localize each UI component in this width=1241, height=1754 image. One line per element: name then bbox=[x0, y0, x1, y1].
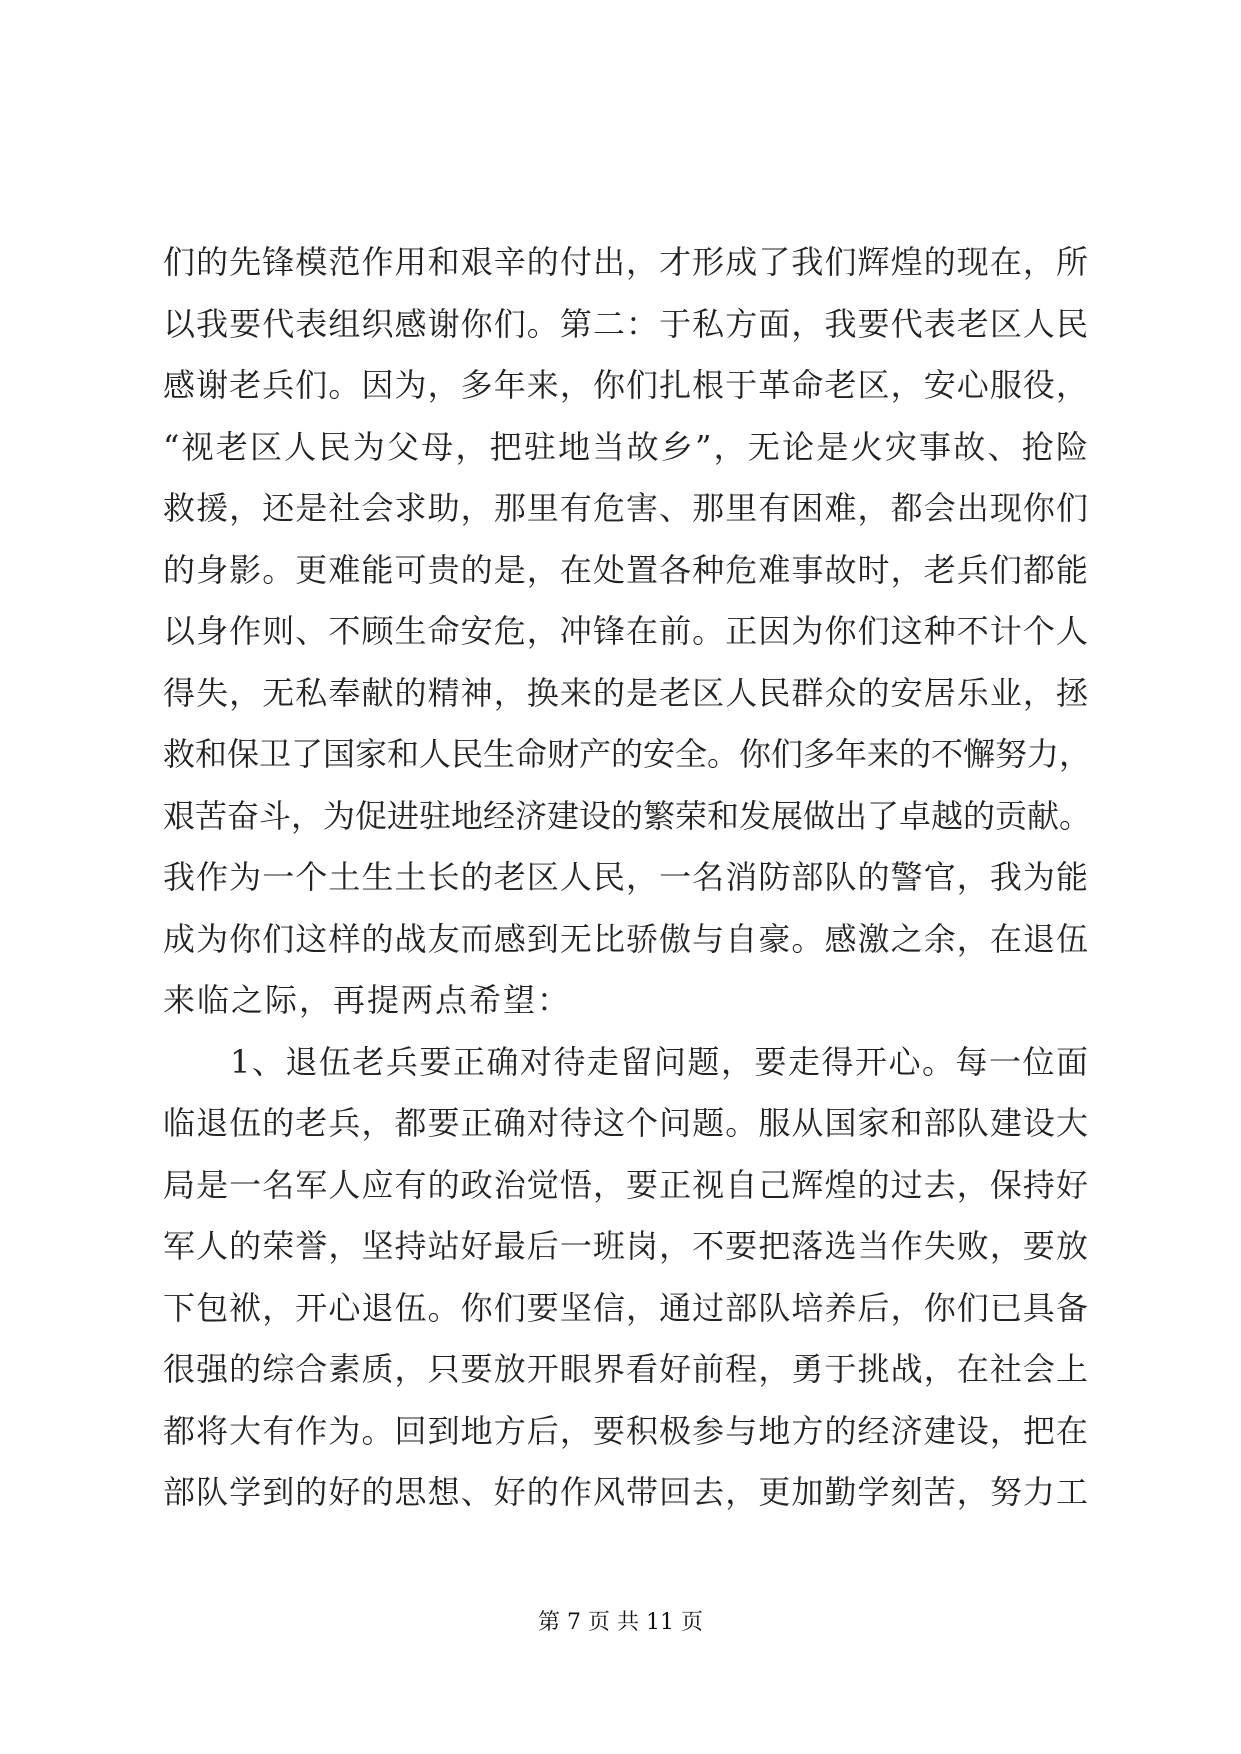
body-text bbox=[163, 232, 1092, 1524]
text-line: 救和保卫了国家和人民生命财产的安全。你们多年来的不懈努力， bbox=[163, 735, 1092, 773]
text-line: 艰苦奋斗，为促进驻地经济建设的繁荣和发展做出了卓越的贡献。 bbox=[163, 796, 1092, 835]
text-line: 都将大有作为。回到地方后，要积极参与地方的经济建设，把在 bbox=[163, 1411, 1088, 1450]
text-line: 部队学到的好的思想、好的作风带回去，更加勤学刻苦，努力工 bbox=[163, 1473, 1088, 1511]
page-number-footer: 第 7 页 共 11 页 bbox=[538, 1610, 703, 1635]
text-line: 以我要代表组织感谢你们。第二：于私方面，我要代表老区人民 bbox=[163, 304, 1088, 343]
text-line: 感谢老兵们。因为，多年来，你们扎根于革命老区，安心服役， bbox=[163, 366, 1088, 404]
paragraph-start-line: 1、退伍老兵要正确对待走留问题，要走得开心。每一位面 bbox=[163, 1042, 1088, 1081]
text-line: 成为你们这样的战友而感到无比骄傲与自豪。感激之余，在退伍 bbox=[163, 919, 1088, 958]
text-line: 们的先锋模范作用和艰辛的付出，才形成了我们辉煌的现在，所 bbox=[163, 243, 1088, 281]
text-line: 来临之际，再提两点希望： bbox=[163, 981, 572, 1019]
text-line: 下包袱，开心退伍。你们要坚信，通过部队培养后，你们已具备 bbox=[163, 1288, 1088, 1327]
text-line: 很强的综合素质，只要放开眼界看好前程，勇于挑战，在社会上 bbox=[163, 1350, 1088, 1388]
text-line: 救援，还是社会求助，那里有危害、那里有困难，都会出现你们 bbox=[163, 489, 1088, 527]
text-line: “视老区人民为父母，把驻地当故乡”，无论是火灾事故、抢险 bbox=[163, 427, 1088, 466]
text-line: 军人的荣誉，坚持站好最后一班岗，不要把落选当作失败，要放 bbox=[163, 1227, 1088, 1265]
text-line: 我作为一个土生土长的老区人民，一名消防部队的警官，我为能 bbox=[163, 858, 1088, 896]
text-line: 的身影。更难能可贵的是，在处置各种危难事故时，老兵们都能 bbox=[163, 550, 1088, 589]
text-line: 局是一名军人应有的政治觉悟，要正视自己辉煌的过去，保持好 bbox=[163, 1165, 1088, 1204]
text-line: 临退伍的老兵，都要正确对待这个问题。服从国家和部队建设大 bbox=[163, 1104, 1088, 1142]
text-line: 得失，无私奉献的精神，换来的是老区人民群众的安居乐业，拯 bbox=[163, 673, 1088, 712]
text-line: 以身作则、不顾生命安危，冲锋在前。正因为你们这种不计个人 bbox=[163, 612, 1088, 650]
